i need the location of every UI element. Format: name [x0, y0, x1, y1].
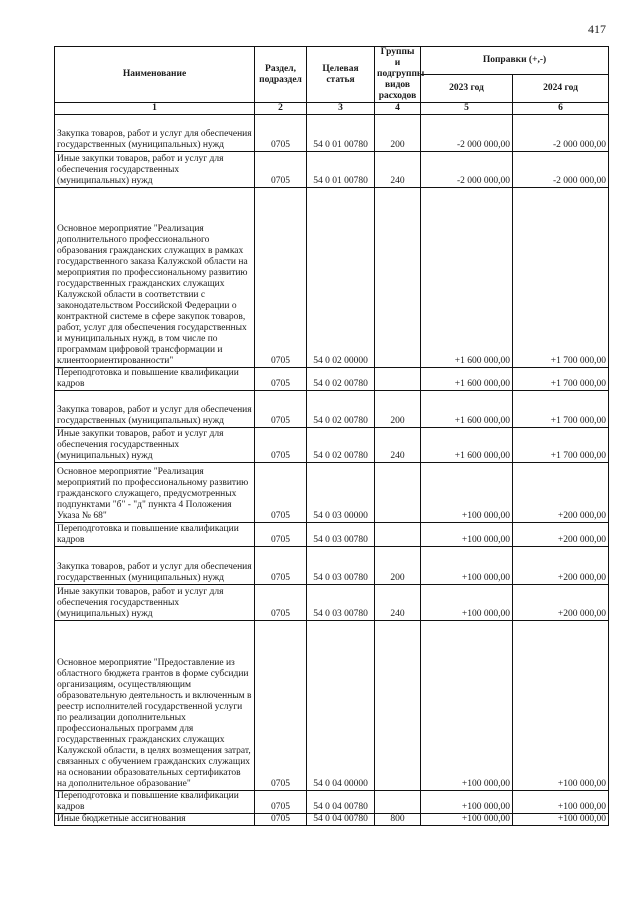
- table-row: [55, 428, 609, 463]
- header-amendments: Поправки (+,-): [421, 47, 609, 75]
- row-amount-2023: +1 600 000,00: [421, 188, 513, 368]
- header-groups: Группы и подгруппы видов расходов: [375, 47, 421, 103]
- header-section: Раздел, подраздел: [255, 47, 307, 103]
- row-name: Основное мероприятие "Предоставление из областного бюджета грантов в форме субсидии организациям, осуществляющим образовательную деятельность и включенным в реестр исполнителей государственной услуги по реализации дополнительных профессиональных программ для государственных гражданских служащих Калужской области, в целях возмещения затрат, связанных с обучением гражданских служащих на основании образовательных сертификатов на дополнительное образование": [55, 621, 255, 791]
- column-number: 6: [513, 103, 609, 115]
- row-name: Основное мероприятие "Реализация мероприятий по профессиональному развитию гражданского служащего, предусмотренных подпунктами "б" - "д" пункта 4 Положения Указа № 68": [55, 463, 255, 523]
- row-target: 54 0 03 00000: [307, 463, 375, 523]
- row-amount-2023: +100 000,00: [421, 814, 513, 826]
- table-row: [55, 621, 609, 791]
- column-number: 5: [421, 103, 513, 115]
- column-number-row: [55, 103, 609, 115]
- table-row: [55, 814, 609, 826]
- row-group: 240: [375, 428, 421, 463]
- row-amount-2023: -2 000 000,00: [421, 152, 513, 188]
- row-section: 0705: [255, 152, 307, 188]
- row-name: Закупка товаров, работ и услуг для обеспечения государственных (муниципальных) нужд: [55, 391, 255, 428]
- column-number: 4: [375, 103, 421, 115]
- table-row: [55, 791, 609, 814]
- row-section: 0705: [255, 428, 307, 463]
- row-amount-2024: +1 700 000,00: [513, 368, 609, 391]
- row-section: 0705: [255, 547, 307, 585]
- row-group: 200: [375, 547, 421, 585]
- row-target: 54 0 04 00780: [307, 814, 375, 826]
- row-amount-2024: +100 000,00: [513, 791, 609, 814]
- row-amount-2024: +100 000,00: [513, 621, 609, 791]
- row-name: Иные бюджетные ассигнования: [55, 814, 255, 826]
- row-section: 0705: [255, 791, 307, 814]
- row-target: 54 0 04 00780: [307, 791, 375, 814]
- row-target: 54 0 02 00780: [307, 428, 375, 463]
- table-row: [55, 188, 609, 368]
- row-name: Иные закупки товаров, работ и услуг для обеспечения государственных (муниципальных) нужд: [55, 585, 255, 621]
- row-group: [375, 188, 421, 368]
- row-amount-2023: +1 600 000,00: [421, 368, 513, 391]
- row-amount-2024: +1 700 000,00: [513, 188, 609, 368]
- row-amount-2024: +1 700 000,00: [513, 428, 609, 463]
- row-target: 54 0 03 00780: [307, 547, 375, 585]
- table-row: [55, 391, 609, 428]
- row-amount-2024: +100 000,00: [513, 814, 609, 826]
- table-row: [55, 463, 609, 523]
- row-section: 0705: [255, 188, 307, 368]
- row-target: 54 0 03 00780: [307, 523, 375, 547]
- header-target: Целевая статья: [307, 47, 375, 103]
- row-name: Переподготовка и повышение квалификации кадров: [55, 523, 255, 547]
- row-target: 54 0 02 00000: [307, 188, 375, 368]
- row-section: 0705: [255, 115, 307, 152]
- column-number: 3: [307, 103, 375, 115]
- row-name: Иные закупки товаров, работ и услуг для обеспечения государственных (муниципальных) нужд: [55, 428, 255, 463]
- header-year-2024: 2024 год: [513, 75, 609, 103]
- row-amount-2023: +100 000,00: [421, 463, 513, 523]
- row-target: 54 0 01 00780: [307, 152, 375, 188]
- row-amount-2024: +200 000,00: [513, 463, 609, 523]
- row-section: 0705: [255, 523, 307, 547]
- row-target: 54 0 01 00780: [307, 115, 375, 152]
- row-group: [375, 621, 421, 791]
- row-amount-2024: +200 000,00: [513, 585, 609, 621]
- row-amount-2023: +100 000,00: [421, 547, 513, 585]
- row-amount-2023: -2 000 000,00: [421, 115, 513, 152]
- row-group: 200: [375, 391, 421, 428]
- row-amount-2023: +1 600 000,00: [421, 391, 513, 428]
- row-target: 54 0 04 00000: [307, 621, 375, 791]
- table-row: [55, 547, 609, 585]
- header-name: Наименование: [55, 47, 255, 103]
- budget-amendments-table: [54, 46, 609, 826]
- row-amount-2023: +100 000,00: [421, 791, 513, 814]
- row-amount-2023: +100 000,00: [421, 585, 513, 621]
- row-group: [375, 523, 421, 547]
- row-name: Переподготовка и повышение квалификации кадров: [55, 368, 255, 391]
- row-name: Закупка товаров, работ и услуг для обеспечения государственных (муниципальных) нужд: [55, 547, 255, 585]
- table-row: [55, 585, 609, 621]
- row-amount-2024: -2 000 000,00: [513, 152, 609, 188]
- row-amount-2023: +100 000,00: [421, 523, 513, 547]
- row-amount-2023: +100 000,00: [421, 621, 513, 791]
- row-section: 0705: [255, 391, 307, 428]
- row-name: Переподготовка и повышение квалификации кадров: [55, 791, 255, 814]
- row-amount-2023: +1 600 000,00: [421, 428, 513, 463]
- table-row: [55, 115, 609, 152]
- row-name: Основное мероприятие "Реализация дополнительного профессионального образования гражданских служащих в рамках государственного заказа Калужской области на мероприятия по профессиональному развитию государственных гражданских служащих Калужской области в соответствии с законодательством Российской Федерации о контрактной системе в сфере закупок товаров, работ, услуг для обеспечения государственных и муниципальных нужд, в том числе по программам цифровой трансформации и клиентоориентированности": [55, 188, 255, 368]
- row-group: [375, 463, 421, 523]
- row-section: 0705: [255, 368, 307, 391]
- row-group: 240: [375, 585, 421, 621]
- row-target: 54 0 03 00780: [307, 585, 375, 621]
- table-row: [55, 523, 609, 547]
- row-group: [375, 791, 421, 814]
- table-row: [55, 368, 609, 391]
- row-target: 54 0 02 00780: [307, 391, 375, 428]
- row-group: 800: [375, 814, 421, 826]
- row-name: Иные закупки товаров, работ и услуг для обеспечения государственных (муниципальных) нужд: [55, 152, 255, 188]
- table-row: [55, 152, 609, 188]
- row-amount-2024: +200 000,00: [513, 523, 609, 547]
- row-group: 240: [375, 152, 421, 188]
- header-year-2023: 2023 год: [421, 75, 513, 103]
- row-section: 0705: [255, 814, 307, 826]
- row-section: 0705: [255, 585, 307, 621]
- row-group: 200: [375, 115, 421, 152]
- row-section: 0705: [255, 463, 307, 523]
- column-number: 2: [255, 103, 307, 115]
- page-number: 417: [588, 22, 606, 36]
- row-name: Закупка товаров, работ и услуг для обеспечения государственных (муниципальных) нужд: [55, 115, 255, 152]
- row-target: 54 0 02 00780: [307, 368, 375, 391]
- row-amount-2024: +1 700 000,00: [513, 391, 609, 428]
- row-amount-2024: -2 000 000,00: [513, 115, 609, 152]
- row-section: 0705: [255, 621, 307, 791]
- row-amount-2024: +200 000,00: [513, 547, 609, 585]
- column-number: 1: [55, 103, 255, 115]
- row-group: [375, 368, 421, 391]
